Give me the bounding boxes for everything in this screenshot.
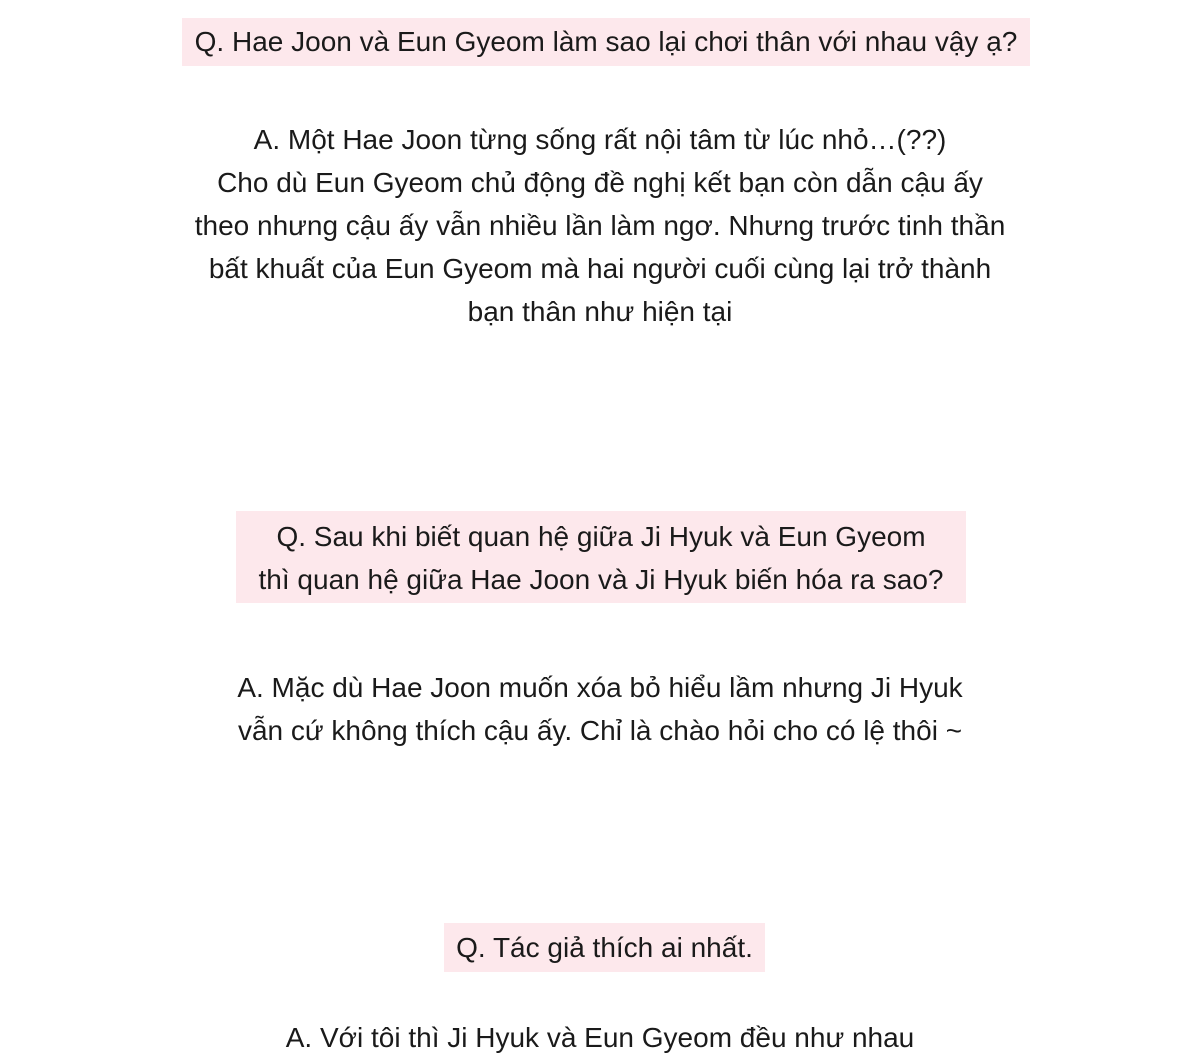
question-2-line-2: thì quan hệ giữa Hae Joon và Ji Hyuk biến hóa ra sao? — [258, 564, 944, 595]
answer-1-line-1: A. Một Hae Joon từng sống rất nội tâm từ lúc nhỏ…(??) — [253, 124, 947, 155]
answer-3-line-1: A. Với tôi thì Ji Hyuk và Eun Gyeom đều như nhau — [285, 1022, 915, 1053]
question-1-box — [182, 18, 1030, 66]
question-3-line-1: Q. Tác giả thích ai nhất. — [456, 932, 753, 963]
answer-3 — [0, 1016, 1200, 1059]
answer-2-line-2: vẫn cứ không thích cậu ấy. Chỉ là chào hỏi cho có lệ thôi ~ — [237, 715, 963, 746]
answer-2-line-1: A. Mặc dù Hae Joon muốn xóa bỏ hiểu lầm nhưng Ji Hyuk — [237, 672, 963, 703]
answer-1-line-4: bất khuất của Eun Gyeom mà hai người cuối cùng lại trở thành — [208, 253, 992, 284]
answer-1-line-2: Cho dù Eun Gyeom chủ động đề nghị kết bạn còn dẫn cậu ấy — [217, 167, 983, 198]
question-3-box — [444, 923, 765, 972]
answer-1 — [0, 118, 1200, 333]
answer-2 — [0, 666, 1200, 752]
question-2-line-1: Q. Sau khi biết quan hệ giữa Ji Hyuk và Eun Gyeom — [276, 521, 926, 552]
question-2-box — [236, 511, 966, 603]
answer-1-line-5: bạn thân như hiện tại — [467, 296, 733, 327]
answer-1-line-3: theo nhưng cậu ấy vẫn nhiều lần làm ngơ. Nhưng trước tinh thần — [194, 210, 1006, 241]
question-1-line-1: Q. Hae Joon và Eun Gyeom làm sao lại chơi thân với nhau vậy ạ? — [194, 26, 1018, 57]
